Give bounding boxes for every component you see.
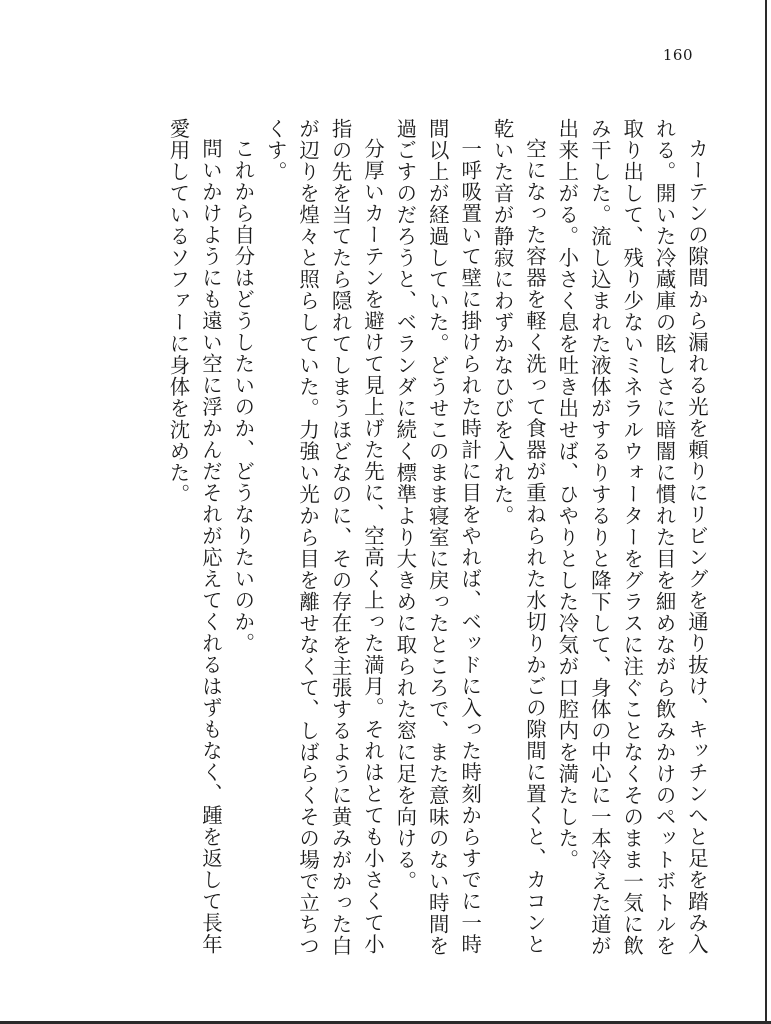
paragraph: 一呼吸置いて壁に掛けられた時計に目をやれば、ベッドに入った時刻からすでに一時間以上が経過していた。どうせこのまま寝室に戻ったところで、また意味のない時間を過ごすのだろうと、ベランダに続く標準より大きめに取られた窓に足を向ける。 xyxy=(393,118,483,957)
paragraph: カーテンの隙間から漏れる光を頼りにリビングを通り抜け、キッチンへと足を踏み入れる。開いた冷蔵庫の眩しさに暗闇に慣れた目を細めながら飲みかけのペットボトルを取り出して、残り少ないミネラルウォーターをグラスに注ぐことなくそのまま一気に飲み干した。流し込まれた液体がするりするりと降下して、身体の中心に一本冷えた道が出来上がる。小さく息を吐き出せば、ひやりとした冷気が口腔内を満たした。 xyxy=(555,118,709,957)
paragraph: 分厚いカーテンを避けて見上げた先に、空高く上った満月。それはとても小さくて小指の先を当てたら隠れてしまうほどなのに、その存在を主張するように黄みがかった白が辺りを煌々と照らしていた。力強い光から目を離せなくて、しばらくその場で立ちつくす。 xyxy=(263,118,385,957)
paragraph: これから自分はどうしたいのか、どうなりたいのか。 xyxy=(231,138,256,655)
body-text xyxy=(162,118,713,958)
page-edge-right xyxy=(765,0,767,1024)
paragraph: 問いかけようにも遠い空に浮かんだそれが応えてくれるはずもなく、踵を返して長年愛用しているソファーに身体を沈めた。 xyxy=(166,118,223,956)
paragraph: 空になった容器を軽く洗って食器が重ねられた水切りかごの隙間に置くと、カコンと乾いた音が静寂にわずかなひびを入れた。 xyxy=(490,118,547,956)
page-number: 160 xyxy=(662,46,693,64)
